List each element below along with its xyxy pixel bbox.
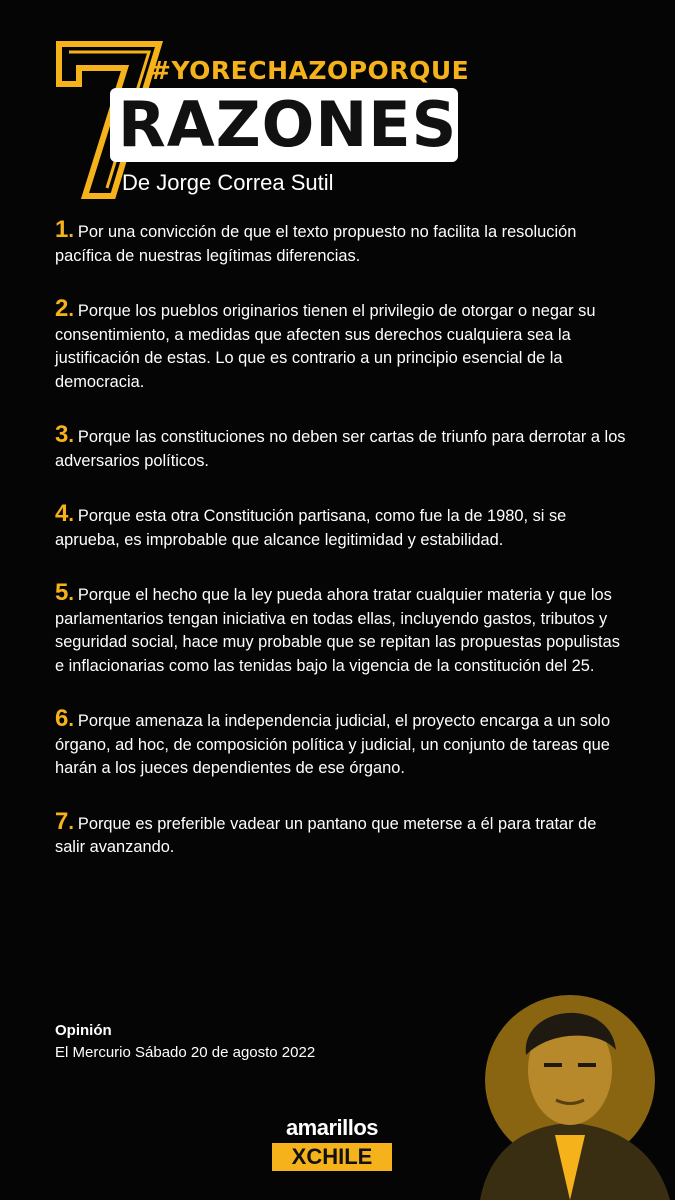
portrait-photo [460,975,675,1200]
page-title: RAZONES [118,88,458,161]
brand-logo [272,1115,392,1171]
reason-item [55,581,630,678]
reason-dot: . [68,220,74,242]
reason-dot: . [68,811,74,834]
reason-item [55,423,630,473]
author-line: De Jorge Correa Sutil [122,170,334,195]
source-block [55,1020,315,1064]
reason-dot: . [68,504,74,526]
source-detail: El Mercurio Sábado 20 de agosto 2022 [55,1044,316,1061]
reasons-list [55,218,630,889]
reason-dot: . [68,299,74,321]
reason-text: Porque amenaza la independencia judicial, el proyecto encarga a un solo órgano, ad hoc, de composición política y judicial, un conjunto de tareas que harán a los jueces dependientes de ese órgano. [55,712,611,777]
source-label: Opinión [55,1022,112,1039]
reason-text: Por una convicción de que el texto propuesto no facilita la resolución pacífica de nuestras legítimas diferencias. [55,223,577,265]
reason-number: 1 [55,216,69,243]
reason-item [55,707,630,781]
reason-item [55,502,630,552]
reason-number: 5 [55,579,69,606]
reason-number: 3 [55,421,69,448]
reason-number: 4 [55,500,69,527]
logo-bottom-text: XCHILE [272,1143,392,1171]
reason-number: 7 [55,807,69,835]
logo-top-text: amarillos [285,1115,379,1140]
reason-item [55,807,630,860]
reason-text: Porque el hecho que la ley pueda ahora tratar cualquier materia y que los parlamentarios tengan iniciativa en todas ellas, incluyendo gastos, tributos y seguridad social, hace muy probable que se repitan las propuestas populistas e inflacionarias como las tenidas bajo la vigencia de la constitución del 25. [55,586,620,675]
reason-text: Porque las constituciones no deben ser cartas de triunfo para derrotar a los adversarios políticos. [55,428,626,470]
reason-number: 6 [55,705,69,732]
hashtag: #YORECHAZOPORQUE [150,56,470,85]
reason-dot: . [68,425,74,447]
reason-item [55,218,630,268]
reason-item [55,297,630,394]
reason-dot: . [68,709,74,731]
reason-text: Porque esta otra Constitución partisana, como fue la de 1980, si se aprueba, es improbable que alcance legitimidad y estabilidad. [55,507,567,549]
reason-text: Porque es preferible vadear un pantano que meterse a él para tratar de salir avanzando. [55,814,597,856]
reason-text: Porque los pueblos originarios tienen el privilegio de otorgar o negar su consentimiento, a medidas que afecten sus derechos cualquiera sea la justificación de estas. Lo que es contrario a un principio esencial de la democracia. [55,302,596,391]
reason-number: 2 [55,295,69,322]
reason-dot: . [68,583,74,605]
